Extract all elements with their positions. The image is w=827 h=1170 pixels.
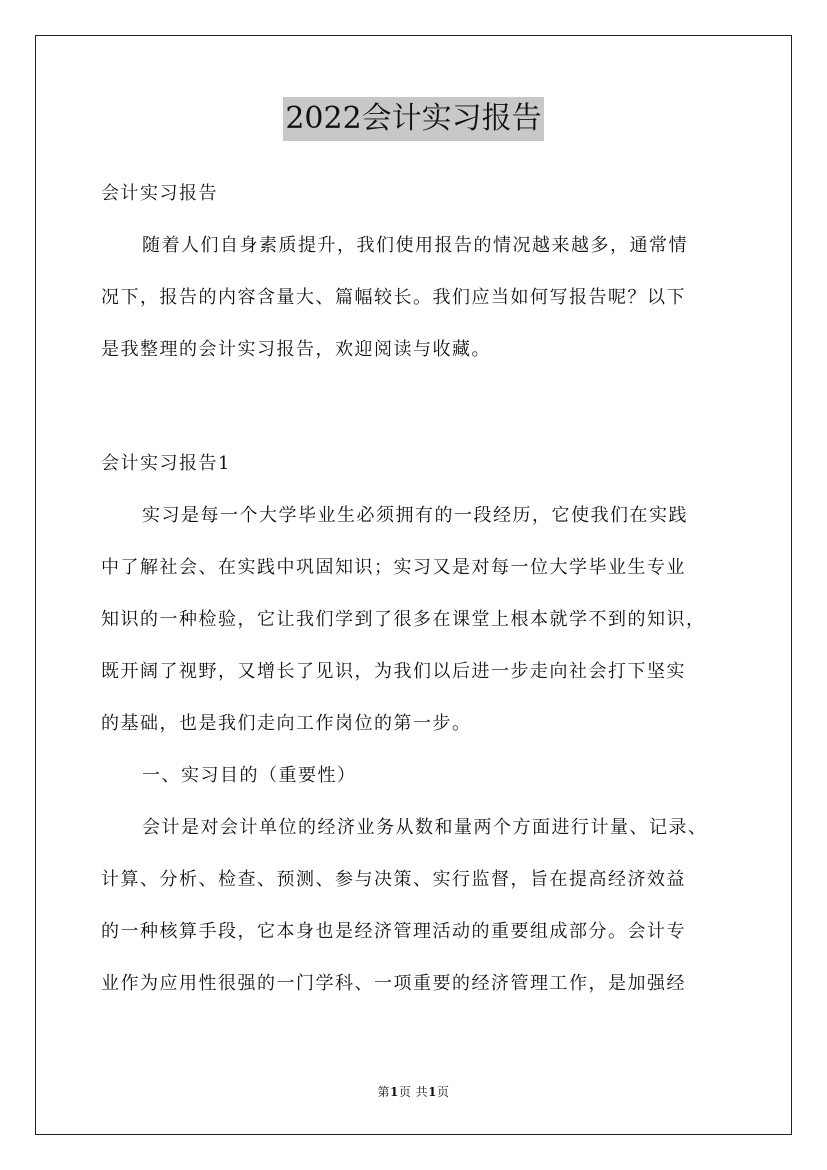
paragraph-gap [101, 380, 741, 442]
body-paragraph-line: 知识的一种检验，它让我们学到了很多在课堂上根本就学不到的知识， [101, 609, 706, 630]
body-paragraph-line: 实习是每一个大学毕业生必须拥有的一段经历，它使我们在实践 [142, 505, 688, 526]
title-container [0, 97, 827, 141]
document-title: 2022会计实习报告 [283, 97, 543, 141]
section-heading: 会计实习报告1 [101, 453, 231, 474]
page-label-suffix: 页 [437, 1085, 450, 1099]
page-footer [0, 1083, 827, 1100]
intro-paragraph-line: 随着人们自身素质提升，我们使用报告的情况越来越多，通常情 [142, 235, 688, 256]
body-paragraph-line: 业作为应用性很强的一门学科、一项重要的经济管理工作，是加强经 [101, 973, 686, 994]
body-paragraph-line: 既开阔了视野，又增长了见识，为我们以后进一步走向社会打下坚实 [101, 661, 686, 682]
intro-paragraph-line: 况下，报告的内容含量大、篇幅较长。我们应当如何写报告呢？以下 [101, 287, 686, 308]
intro-paragraph-line: 是我整理的会计实习报告，欢迎阅读与收藏。 [101, 339, 491, 360]
body-paragraph-line: 的基础，也是我们走向工作岗位的第一步。 [101, 713, 472, 734]
document-body [101, 172, 741, 1014]
body-paragraph-line: 会计是对会计单位的经济业务从数和量两个方面进行计量、记录、 [142, 817, 708, 838]
subtitle: 会计实习报告 [101, 183, 218, 204]
body-paragraph-line: 中了解社会、在实践中巩固知识；实习又是对每一位大学毕业生专业 [101, 557, 686, 578]
page-label-prefix: 第 [377, 1085, 390, 1099]
page-current-number: 1 [389, 1085, 399, 1099]
body-paragraph-line: 的一种核算手段，它本身也是经济管理活动的重要组成部分。会计专 [101, 921, 686, 942]
body-paragraph-line: 计算、分析、检查、预测、参与决策、实行监督，旨在提高经济效益 [101, 869, 686, 890]
page-total-number: 1 [428, 1085, 438, 1099]
page-label-mid: 页 共 [398, 1085, 429, 1099]
subsection-heading: 一、实习目的（重要性） [142, 765, 357, 786]
